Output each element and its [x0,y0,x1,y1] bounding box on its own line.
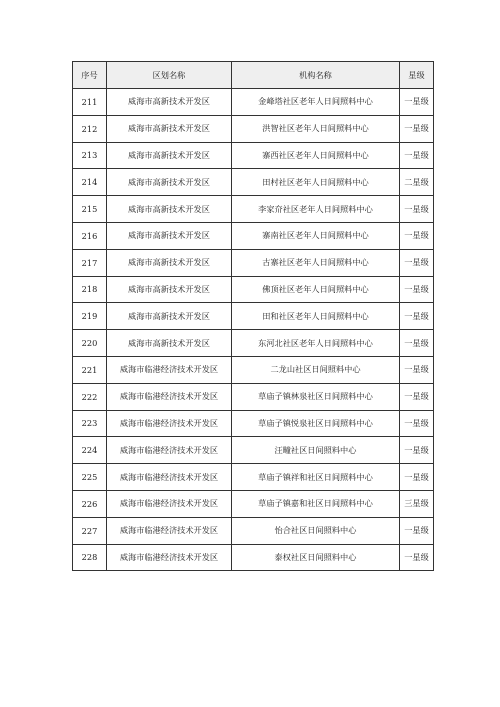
star-rating-cell: 一星级 [400,517,434,544]
institution-name-cell: 汪疃社区日间照料中心 [232,437,400,464]
header-institution-name: 机构名称 [232,62,400,89]
table-row [73,544,434,571]
district-name-cell: 威海市临港经济技术开发区 [107,464,232,491]
institution-name-cell: 佛顶社区老年人日间照料中心 [232,276,400,303]
star-rating-cell: 三星级 [400,490,434,517]
star-rating-cell: 一星级 [400,222,434,249]
district-name-cell: 威海市临港经济技术开发区 [107,544,232,571]
district-name-cell: 威海市临港经济技术开发区 [107,356,232,383]
table-row [73,222,434,249]
serial-number-cell: 214 [73,169,107,196]
star-rating-cell: 一星级 [400,383,434,410]
table-row [73,249,434,276]
institution-name-cell: 洪智社区老年人日间照料中心 [232,115,400,142]
table-row [73,330,434,357]
institution-name-cell: 草庙子镇嘉和社区日间照料中心 [232,490,400,517]
district-name-cell: 威海市高新技术开发区 [107,196,232,223]
serial-number-cell: 227 [73,517,107,544]
district-name-cell: 威海市高新技术开发区 [107,276,232,303]
institution-name-cell: 李家夼社区老年人日间照料中心 [232,196,400,223]
table-row [73,89,434,116]
district-name-cell: 威海市高新技术开发区 [107,142,232,169]
institution-name-cell: 东河北社区老年人日间照料中心 [232,330,400,357]
serial-number-cell: 212 [73,115,107,142]
serial-number-cell: 216 [73,222,107,249]
serial-number-cell: 213 [73,142,107,169]
header-serial-number: 序号 [73,62,107,89]
serial-number-cell: 221 [73,356,107,383]
serial-number-cell: 225 [73,464,107,491]
institution-name-cell: 寨南社区老年人日间照料中心 [232,222,400,249]
institution-name-cell: 怡合社区日间照料中心 [232,517,400,544]
district-name-cell: 威海市高新技术开发区 [107,249,232,276]
table-row [73,196,434,223]
table-row [73,356,434,383]
serial-number-cell: 219 [73,303,107,330]
table-row [73,303,434,330]
district-name-cell: 威海市高新技术开发区 [107,115,232,142]
institution-name-cell: 草庙子镇悦泉社区日间照料中心 [232,410,400,437]
district-name-cell: 威海市高新技术开发区 [107,169,232,196]
serial-number-cell: 224 [73,437,107,464]
care-center-table [72,61,434,571]
institution-name-cell: 草庙子镇林泉社区日间照料中心 [232,383,400,410]
star-rating-cell: 一星级 [400,249,434,276]
star-rating-cell: 一星级 [400,330,434,357]
star-rating-cell: 一星级 [400,142,434,169]
star-rating-cell: 一星级 [400,115,434,142]
district-name-cell: 威海市高新技术开发区 [107,330,232,357]
table-row [73,490,434,517]
serial-number-cell: 222 [73,383,107,410]
district-name-cell: 威海市临港经济技术开发区 [107,517,232,544]
serial-number-cell: 215 [73,196,107,223]
institution-name-cell: 二龙山社区日间照料中心 [232,356,400,383]
table-row [73,169,434,196]
star-rating-cell: 一星级 [400,276,434,303]
table-row [73,142,434,169]
district-name-cell: 威海市临港经济技术开发区 [107,490,232,517]
header-district-name: 区划名称 [107,62,232,89]
table-row [73,276,434,303]
serial-number-cell: 218 [73,276,107,303]
district-name-cell: 威海市临港经济技术开发区 [107,410,232,437]
table-row [73,383,434,410]
district-name-cell: 威海市高新技术开发区 [107,303,232,330]
district-name-cell: 威海市高新技术开发区 [107,222,232,249]
table-row [73,410,434,437]
header-star-rating: 星级 [400,62,434,89]
serial-number-cell: 220 [73,330,107,357]
institution-name-cell: 泰权社区日间照料中心 [232,544,400,571]
serial-number-cell: 228 [73,544,107,571]
institution-name-cell: 田村社区老年人日间照料中心 [232,169,400,196]
institution-name-cell: 寨西社区老年人日间照料中心 [232,142,400,169]
institution-name-cell: 田和社区老年人日间照料中心 [232,303,400,330]
institution-name-cell: 草庙子镇祥和社区日间照料中心 [232,464,400,491]
table-row [73,437,434,464]
star-rating-cell: 一星级 [400,89,434,116]
table-row [73,115,434,142]
district-name-cell: 威海市临港经济技术开发区 [107,437,232,464]
star-rating-cell: 一星级 [400,303,434,330]
institution-name-cell: 古寨社区老年人日间照料中心 [232,249,400,276]
district-name-cell: 威海市临港经济技术开发区 [107,383,232,410]
institution-name-cell: 金峰塔社区老年人日间照料中心 [232,89,400,116]
serial-number-cell: 217 [73,249,107,276]
star-rating-cell: 一星级 [400,544,434,571]
table-row [73,517,434,544]
star-rating-cell: 一星级 [400,464,434,491]
district-name-cell: 威海市高新技术开发区 [107,89,232,116]
table-row [73,464,434,491]
star-rating-cell: 一星级 [400,196,434,223]
star-rating-cell: 一星级 [400,437,434,464]
star-rating-cell: 一星级 [400,410,434,437]
star-rating-cell: 二星级 [400,169,434,196]
serial-number-cell: 226 [73,490,107,517]
serial-number-cell: 223 [73,410,107,437]
star-rating-cell: 一星级 [400,356,434,383]
table-header-row [73,62,434,89]
serial-number-cell: 211 [73,89,107,116]
table-body [73,89,434,571]
